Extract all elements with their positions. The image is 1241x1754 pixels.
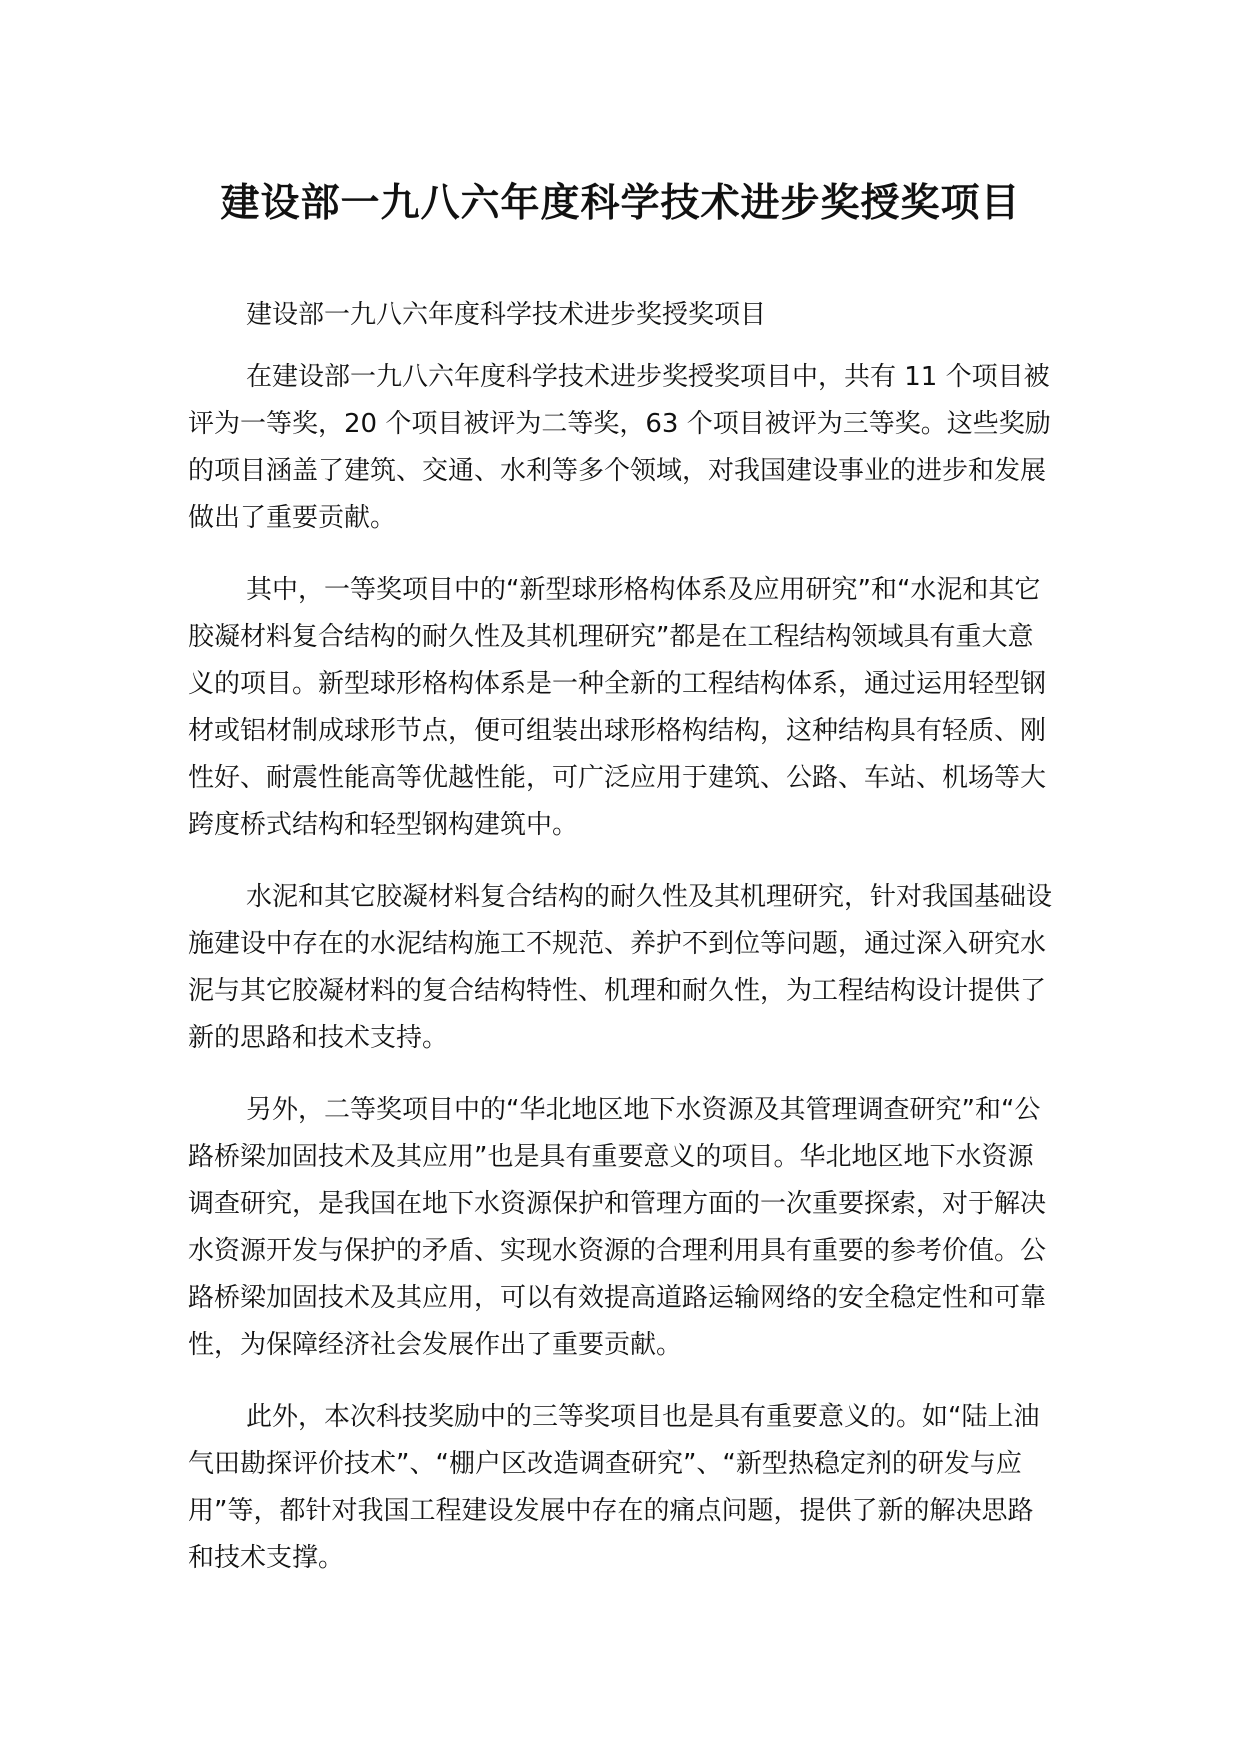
paragraph-overview: 在建设部一九八六年度科学技术进步奖授奖项目中，共有 11 个项目被评为一等奖，20 个项目被评为二等奖，63 个项目被评为三等奖。这些奖励的项目涵盖了建筑、交通、水利等多个领域，对我国建设事业的进步和发展做出了重要贡献。 [188,362,1051,533]
paragraph-first-prize: 其中，一等奖项目中的“新型球形格构体系及应用研究”和“水泥和其它胶凝材料复合结构的耐久性及其机理研究”都是在工程结构领域具有重大意义的项目。新型球形格构体系是一种全新的工程结构体系，通过运用轻型钢材或铝材制成球形节点，便可组装出球形格构结构，这种结构具有轻质、刚性好、耐震性能高等优越性能，可广泛应用于建筑、公路、车站、机场等大跨度桥式结构和轻型钢构建筑中。 [188,575,1047,840]
paragraph-second-prize: 另外，二等奖项目中的“华北地区地下水资源及其管理调查研究”和“公路桥梁加固技术及其应用”也是具有重要意义的项目。华北地区地下水资源调查研究，是我国在地下水资源保护和管理方面的一次重要探索，对于解决水资源开发与保护的矛盾、实现水资源的合理利用具有重要的参考价值。公路桥梁加固技术及其应用，可以有效提高道路运输网络的安全稳定性和可靠性，为保障经济社会发展作出了重要贡献。 [188,1095,1047,1360]
subtitle-paragraph: 建设部一九八六年度科学技术进步奖授奖项目 [246,300,767,330]
paragraph-third-prize: 此外，本次科技奖励中的三等奖项目也是具有重要意义的。如“陆上油气田勘探评价技术”、“棚户区改造调查研究”、“新型热稳定剂的研发与应用”等，都针对我国工程建设发展中存在的痛点问题，提供了新的解决思路和技术支撑。 [188,1402,1040,1573]
paragraph-cement-research: 水泥和其它胶凝材料复合结构的耐久性及其机理研究，针对我国基础设施建设中存在的水泥结构施工不规范、养护不到位等问题，通过深入研究水泥与其它胶凝材料的复合结构特性、机理和耐久性，为工程结构设计提供了新的思路和技术支持。 [188,882,1053,1053]
document-body [188,292,1058,1607]
document-title: 建设部一九八六年度科学技术进步奖授奖项目 [220,181,1021,226]
